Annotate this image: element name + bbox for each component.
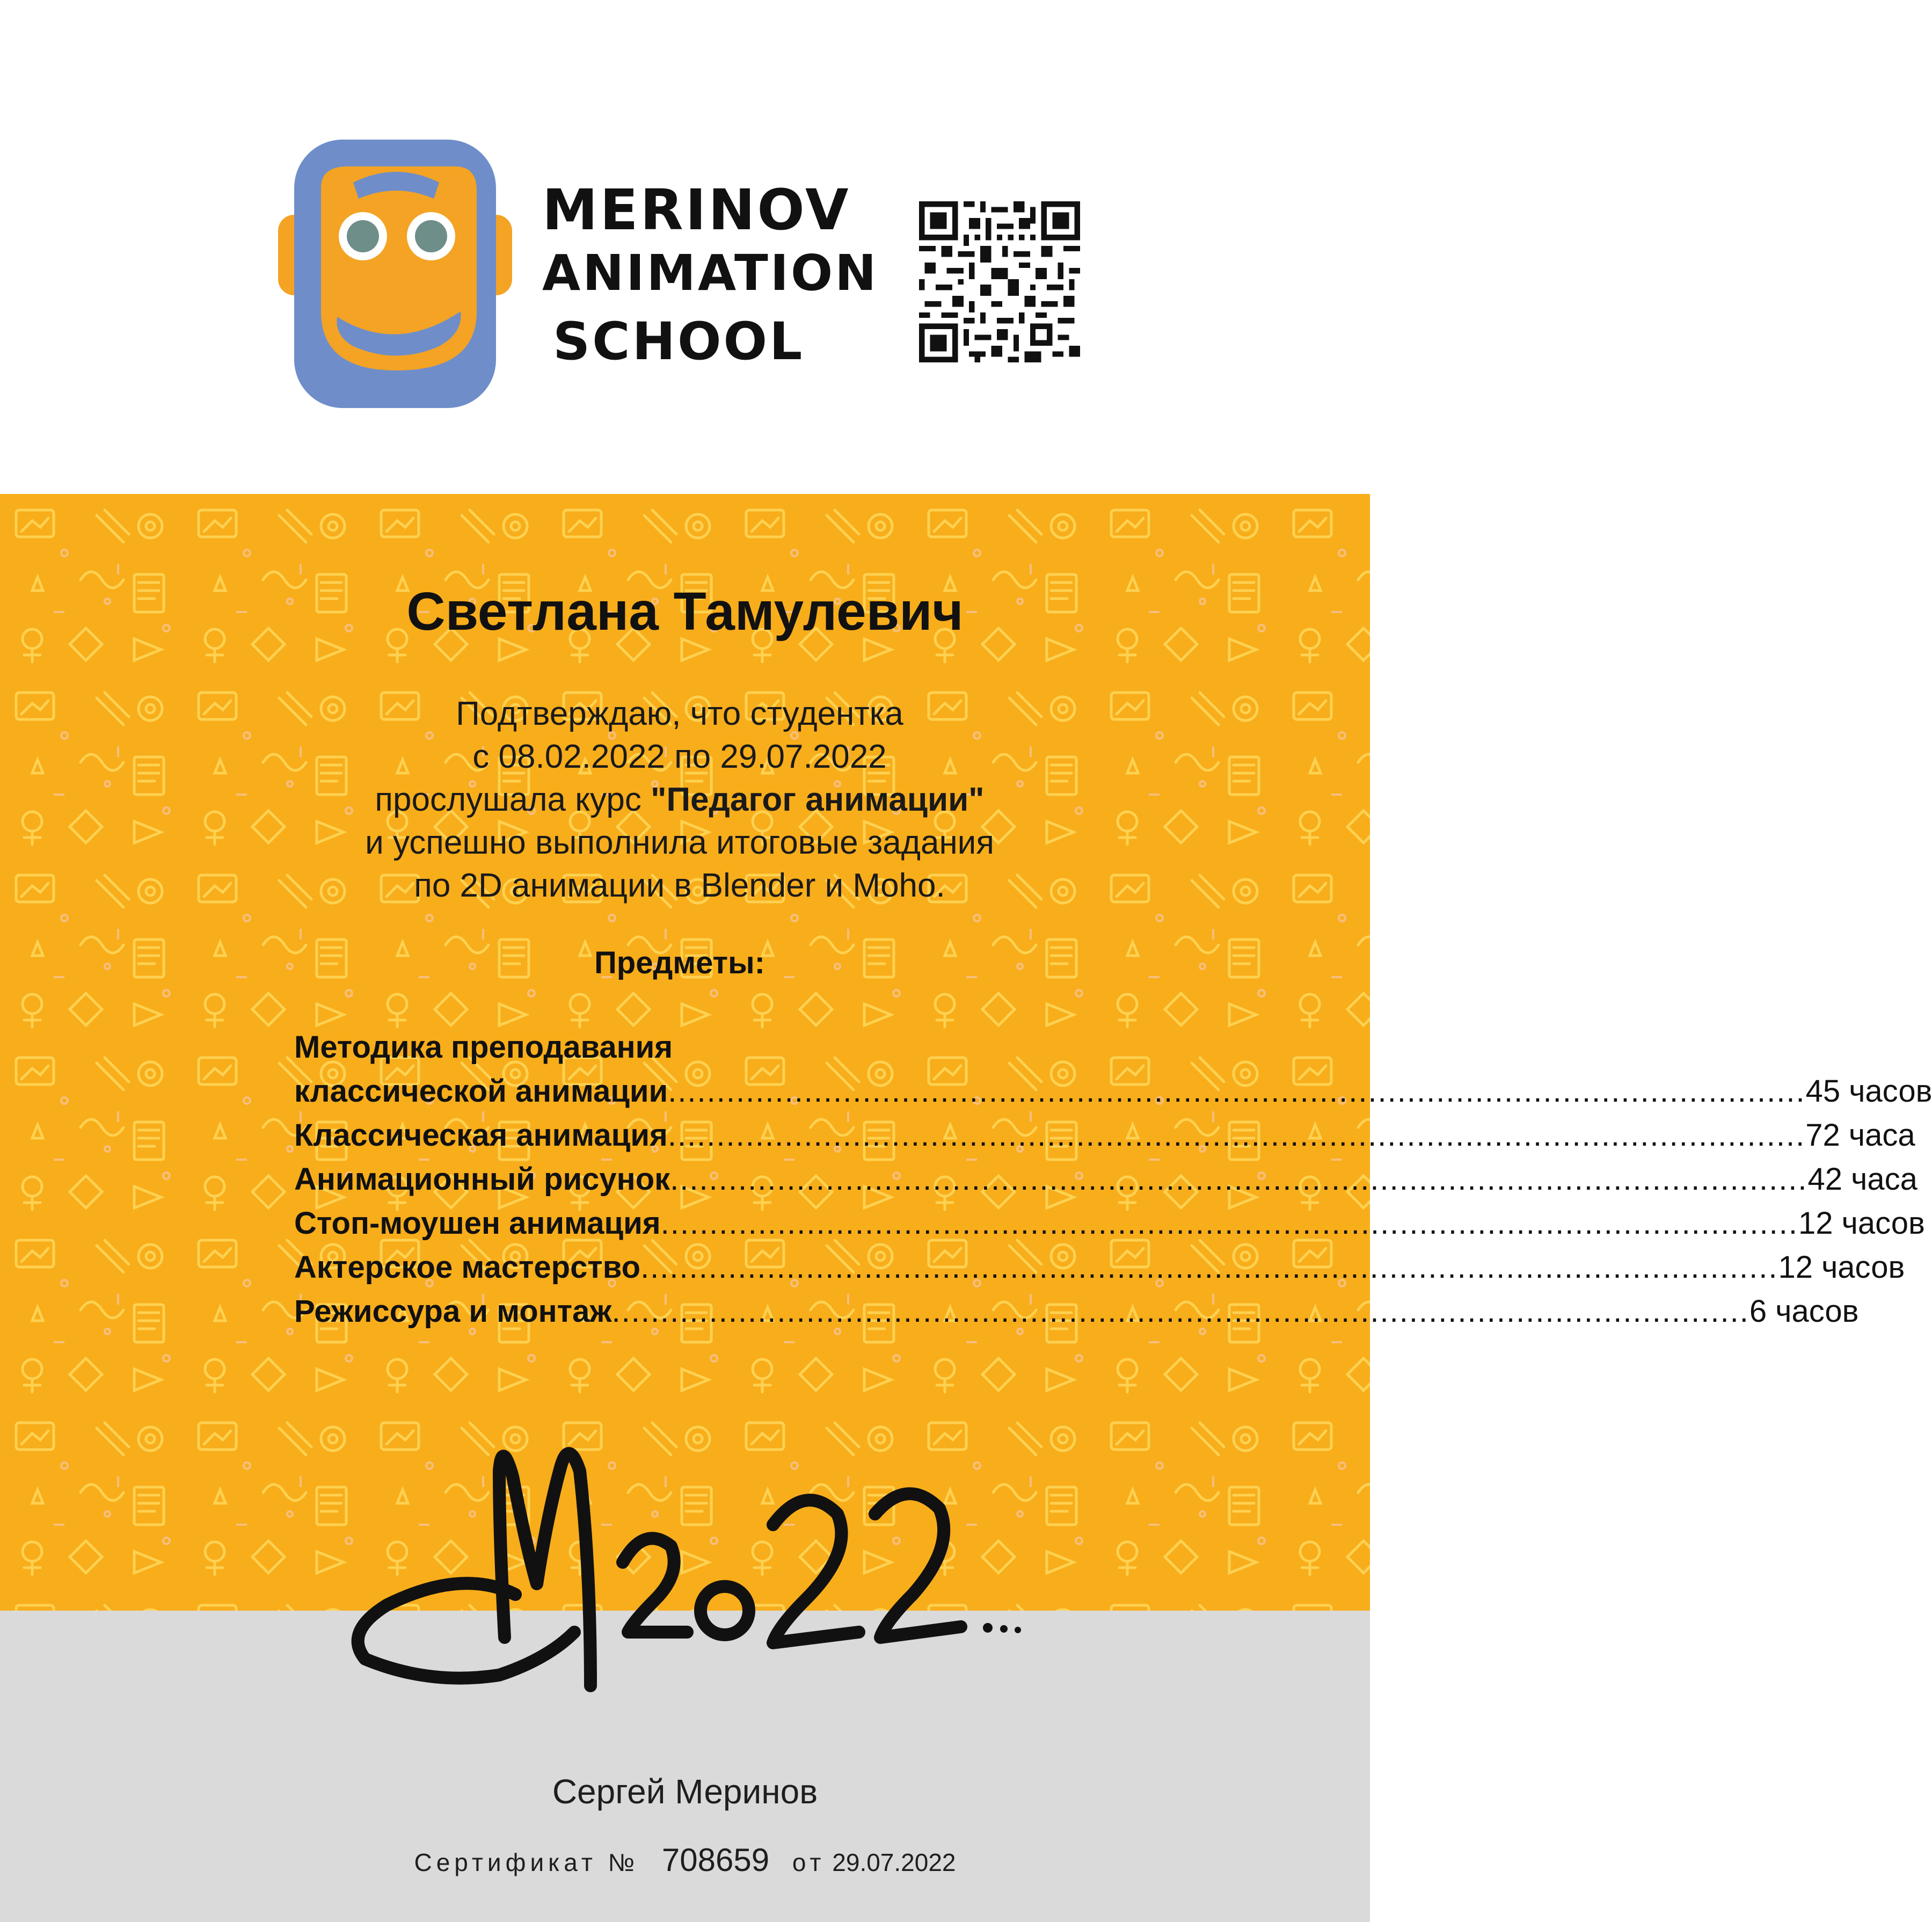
subject-name: Стоп-моушен анимация: [294, 1206, 661, 1241]
subject-name: Анимационный рисунок: [294, 1162, 670, 1197]
subject-hours: 6 часов: [1749, 1294, 1859, 1329]
certificate-label: Сертификат №: [414, 1848, 639, 1876]
subjects-list: [294, 1025, 1932, 1334]
director-name: Сергей Меринов: [552, 1772, 818, 1811]
student-name: Светлана Тамулевич: [406, 581, 964, 642]
subject-hours: 12 часов: [1798, 1206, 1925, 1241]
dot-leader: .....................................................................................................................: [667, 1118, 1806, 1153]
subject-name: Классическая анимация: [294, 1118, 668, 1153]
dot-leader: .....................................................................................................................: [640, 1250, 1778, 1285]
dot-leader: .....................................................................................................................: [611, 1294, 1749, 1329]
certificate-number: 708659: [661, 1842, 770, 1878]
subject-hours: 72 часа: [1805, 1118, 1915, 1153]
subjects-title: Предметы:: [594, 945, 765, 980]
subject-hours: 12 часов: [1778, 1250, 1905, 1285]
certificate-date: 29.07.2022: [832, 1848, 956, 1876]
statement-line-4: и успешно выполнила итоговые задания: [365, 824, 994, 861]
dot-leader: .....................................................................................................................: [668, 1074, 1806, 1109]
subject-row: [294, 1069, 1932, 1113]
statement-course-prefix: прослушала курс: [375, 781, 651, 818]
subject-first-line: Методика преподавания: [294, 1030, 673, 1065]
school-logo-text: [542, 177, 879, 381]
robot-face-logo-icon: [278, 140, 512, 408]
certificate-date-prefix: от: [792, 1848, 826, 1876]
statement-line-3: [0, 778, 1365, 821]
dot-leader: .....................................................................................................................: [670, 1162, 1808, 1197]
logo-line-1: MERINOV: [542, 177, 851, 243]
subject-name: Режиссура и монтаж: [294, 1294, 612, 1329]
subject-row: [294, 1157, 1918, 1202]
subject-row: [294, 1113, 1915, 1157]
subject-row: [294, 1202, 1925, 1246]
logo-line-2: ANIMATION: [542, 244, 879, 302]
subject-name: Актерское мастерство: [294, 1250, 641, 1285]
subject-name: классической анимации: [294, 1074, 668, 1109]
certificate-number-line: [0, 1841, 1370, 1879]
handwritten-signature: [322, 1407, 1095, 1739]
logo-line-3: SCHOOL: [553, 311, 805, 372]
statement-line-1: Подтверждаю, что студентка: [456, 695, 903, 732]
subject-row: [294, 1246, 1905, 1290]
statement-line-5: по 2D анимации в Blender и Moho.: [414, 867, 945, 904]
subject-hours: 42 часа: [1807, 1162, 1918, 1197]
course-name: "Педагог анимации": [651, 781, 985, 818]
qr-code-icon: [919, 201, 1080, 362]
statement-line-2: с 08.02.2022 по 29.07.2022: [472, 738, 887, 775]
certificate-statement: [0, 693, 1365, 907]
subject-row: [294, 1290, 1859, 1334]
dot-leader: .....................................................................................................................: [660, 1206, 1798, 1241]
certificate-header: [0, 0, 1370, 494]
subject-hours: 45 часов: [1805, 1074, 1932, 1109]
